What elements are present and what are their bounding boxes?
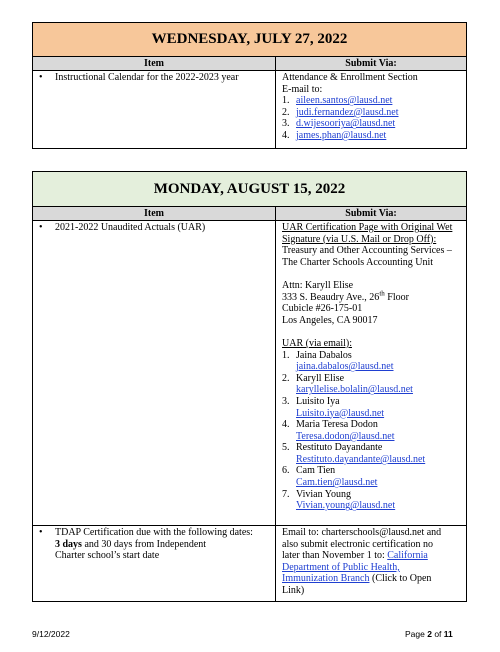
table-row: • TDAP Certification due with the following dates: 3 days and 30 days from Independent Charter school’s start date Email to: charterschools@lausd.net and also submit electronic certification no later than November 1 to: California Department of Public Health, Immunization Branch (Click to Open Link): [33, 525, 466, 601]
page-number: Page 2 of 11: [405, 629, 453, 639]
email-link[interactable]: Teresa.dodon@lausd.net: [296, 430, 395, 442]
email-link[interactable]: aileen.santos@lausd.net: [296, 95, 393, 107]
list-item: 7. Vivian Young Vivian.young@lausd.net: [282, 488, 396, 512]
email-link[interactable]: Restituto.dayandante@lausd.net: [296, 453, 426, 465]
uar-email-heading: UAR (via email):: [282, 337, 352, 349]
email-link[interactable]: jaina.dabalos@lausd.net: [296, 361, 394, 373]
table-title: MONDAY, AUGUST 15, 2022: [33, 172, 466, 207]
uar-certification-heading: UAR Certification Page with Original Wet: [282, 222, 453, 233]
list-item: 3. Luisito Iya Luisito.iya@lausd.net: [282, 395, 385, 419]
submit-text: Attendance & Enrollment Section: [282, 72, 418, 83]
list-item: 4. james.phan@lausd.net: [282, 129, 387, 141]
attention-text: Attn: Karyll Elise: [282, 279, 354, 291]
email-link[interactable]: karyllelise.bolalin@lausd.net: [296, 384, 413, 396]
table-august-15: [32, 171, 467, 602]
contact-name: Vivian Young: [296, 488, 351, 500]
email-link[interactable]: judi.fernandez@lausd.net: [296, 106, 399, 118]
email-link[interactable]: james.phan@lausd.net: [296, 129, 387, 141]
item-text: 2021-2022 Unaudited Actuals (UAR): [55, 222, 206, 233]
contact-name: Restituto Dayandante: [296, 442, 383, 454]
email-link[interactable]: Vivian.young@lausd.net: [296, 500, 396, 512]
email-link[interactable]: Cam.tien@lausd.net: [296, 477, 378, 489]
cubicle-text: Cubicle #26-175-01: [282, 303, 363, 315]
list-item: 2. Karyll Elise karyllelise.bolalin@lausd.net: [282, 372, 413, 396]
contact-name: Jaina Dabalos: [296, 349, 352, 361]
list-item: [37, 72, 271, 84]
table-july-27: [32, 22, 467, 149]
submit-text: E-mail to:: [282, 83, 323, 95]
submit-text: Email to: charterschools@lausd.net and: [282, 527, 442, 538]
contact-name: Maria Teresa Dodon: [296, 419, 378, 431]
bullet-icon: •: [39, 72, 43, 83]
column-header-item: Item: [33, 57, 276, 70]
bullet-icon: •: [39, 222, 43, 233]
list-item: 1. Jaina Dabalos jaina.dabalos@lausd.net: [282, 349, 394, 373]
list-item: 6. Cam Tien Cam.tien@lausd.net: [282, 465, 378, 489]
column-header-item: Item: [33, 207, 276, 220]
list-item: 5. Restituto Dayandante Restituto.dayandante@lausd.net: [282, 442, 426, 465]
column-headers: [33, 207, 466, 221]
contact-name: Luisito Iya: [296, 395, 340, 407]
column-header-submit: Submit Via:: [345, 208, 397, 219]
column-headers: [33, 57, 466, 71]
contact-list: [282, 350, 462, 512]
list-item: 4. Maria Teresa Dodon Teresa.dodon@lausd.net: [282, 419, 395, 442]
email-link[interactable]: Luisito.iya@lausd.net: [296, 407, 385, 419]
item-bold-text: 3 days: [55, 538, 82, 550]
city-text: Los Angeles, CA 90017: [282, 314, 378, 326]
table-row: [33, 221, 466, 525]
contact-name: Cam Tien: [296, 465, 336, 477]
list-item: 2. judi.fernandez@lausd.net: [282, 106, 399, 118]
department-text: Treasury and Other Accounting Services –: [282, 245, 452, 257]
footer-date: 9/12/2022: [32, 629, 70, 639]
list-item: 1. aileen.santos@lausd.net: [282, 95, 393, 107]
item-text: Instructional Calendar for the 2022-2023 year: [55, 72, 239, 83]
department-text: The Charter Schools Accounting Unit: [282, 256, 434, 268]
email-list: [282, 95, 462, 141]
address-line: 333 S. Beaudry Ave., 26th Floor: [282, 289, 409, 303]
immunization-branch-link[interactable]: Immunization Branch: [282, 573, 370, 585]
list-item: 3. d.wijesooriya@lausd.net: [282, 118, 396, 130]
list-item: • TDAP Certification due with the following dates: 3 days and 30 days from Independent Charter school’s start date: [39, 527, 253, 562]
table-row: [33, 71, 466, 148]
submit-text: also submit electronic certification no: [282, 538, 434, 550]
list-item: [37, 222, 271, 234]
bullet-icon: •: [39, 527, 43, 538]
cdph-link[interactable]: Department of Public Health,: [282, 561, 400, 573]
contact-name: Karyll Elise: [296, 372, 345, 384]
table-title: WEDNESDAY, JULY 27, 2022: [33, 23, 466, 57]
column-header-submit: Submit Via:: [345, 58, 397, 69]
uar-certification-heading: Signature (via U.S. Mail or Drop Off):: [282, 233, 437, 245]
cdph-link[interactable]: California: [387, 550, 428, 562]
email-link[interactable]: d.wijesooriya@lausd.net: [296, 118, 396, 130]
item-text: TDAP Certification due with the following dates:: [55, 527, 253, 538]
